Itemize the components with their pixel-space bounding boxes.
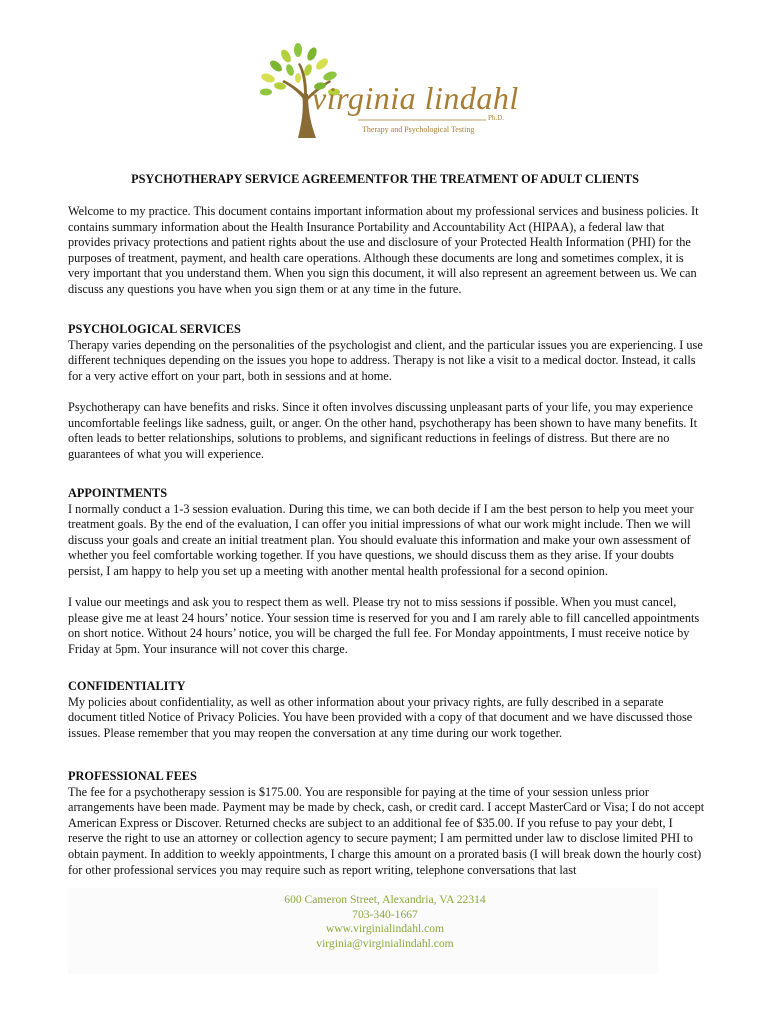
paragraph: Psychotherapy can have benefits and risks. Since it often involves discussing unpleasant parts of your life, you may experience uncomfortable feelings like sadness, guilt, or anger. On the other hand, psychotherapy has been shown to have many benefits. It often leads to better relationships, solutions to problems, and significant reductions in feelings of distress. But there are no guarantees of what you will experience. <box>68 399 698 461</box>
intro-section <box>68 204 708 313</box>
document-title: PSYCHOTHERAPY SERVICE AGREEMENTFOR THE TREATMENT OF ADULT CLIENTS <box>131 172 639 186</box>
footer-contact <box>0 893 770 951</box>
paragraph: I value our meetings and ask you to respect them as well. Please try not to miss sessions if possible. When you must cancel, please give me at least 24 hours’ notice. Your session time is reserved for you and I am rarely able to fill cancelled appointments on short notice. Without 24 hours’ notice, you will be charged the full fee. For Monday appointments, I must receive notice by Friday at 5pm. Your insurance will not cover this charge. <box>68 595 700 656</box>
paragraph: Therapy varies depending on the personalities of the psychologist and client, and the particular issues you are experiencing. I use different techniques depending on the issues you hope to address. Therapy is not like a visit to a medical doctor. Instead, it calls for a very active effort on your part, both in sessions and at home. <box>68 337 703 383</box>
section-heading: CONFIDENTIALITY <box>68 679 186 693</box>
logo-name: virginia lindahl <box>312 80 519 116</box>
section-heading: APPOINTMENTS <box>68 486 168 500</box>
paragraph: My policies about confidentiality, as well as other information about your privacy rights, are fully described in a separate document titled Notice of Privacy Policies. You have been provided with a copy of that document and we have discussed those issues. Please remember that you may reopen the conversation at any time during our work together. <box>68 694 693 740</box>
logo-tagline: Therapy and Psychological Testing <box>362 125 475 134</box>
confidentiality-section <box>68 679 708 757</box>
paragraph: I normally conduct a 1-3 session evaluation. During this time, we can both decide if I am the best person to help you meet your treatment goals. By the end of the evaluation, I can offer you initial impressions of what our work might include. Then we will discuss your goals and create an initial treatment plan. You should evaluate this information and make your own assessment of whether you feel comfortable working together. If you have questions, we should discuss them as they arise. If your doubts persist, I am happy to help you set up a meeting with another mental health professional for a second opinion. <box>68 501 694 578</box>
footer-phone: 703-340-1667 <box>352 907 418 921</box>
appointments-section <box>68 486 708 673</box>
intro-paragraph: Welcome to my practice. This document contains important information about my professional services and business policies. It contains summary information about the Health Insurance Portability and Accountability Act (HIPAA), a federal law that provides privacy protections and patient rights about the use and disclosure of your Protected Health Information (PHI) for the purposes of treatment, payment, and health care operations. Although these documents are long and sometimes complex, it is very important that you understand them. When you sign this document, it will also represent an agreement between us. We can discuss any questions you have when you sign them or at any time in the future. <box>68 204 699 296</box>
psychological-services-section <box>68 322 708 478</box>
logo-degree: Ph.D. <box>488 114 504 122</box>
paragraph: The fee for a psychotherapy session is $175.00. You are responsible for paying at the time of your session unless prior arrangements have been made. Payment may be made by check, cash, or credit card. I accept MasterCard or Visa; I do not accept American Express or Discover. Returned checks are subject to an additional fee of $35.00. If you refuse to pay your debt, I reserve the right to use an attorney or collection agency to secure payment; I am permitted under law to disclose limited PHI to obtain payment. In addition to weekly appointments, I charge this amount on a prorated basis (I will break down the hourly cost) for other professional services you may require such as report writing, telephone conversations that last <box>68 784 705 877</box>
footer-address: 600 Cameron Street, Alexandria, VA 22314 <box>284 893 486 906</box>
footer-email[interactable]: virginia@virginialindahl.com <box>316 936 454 950</box>
professional-fees-section <box>68 769 708 894</box>
section-heading: PSYCHOLOGICAL SERVICES <box>68 322 241 336</box>
section-heading: PROFESSIONAL FEES <box>68 769 197 783</box>
footer-website[interactable]: www.virginialindahl.com <box>325 922 445 936</box>
